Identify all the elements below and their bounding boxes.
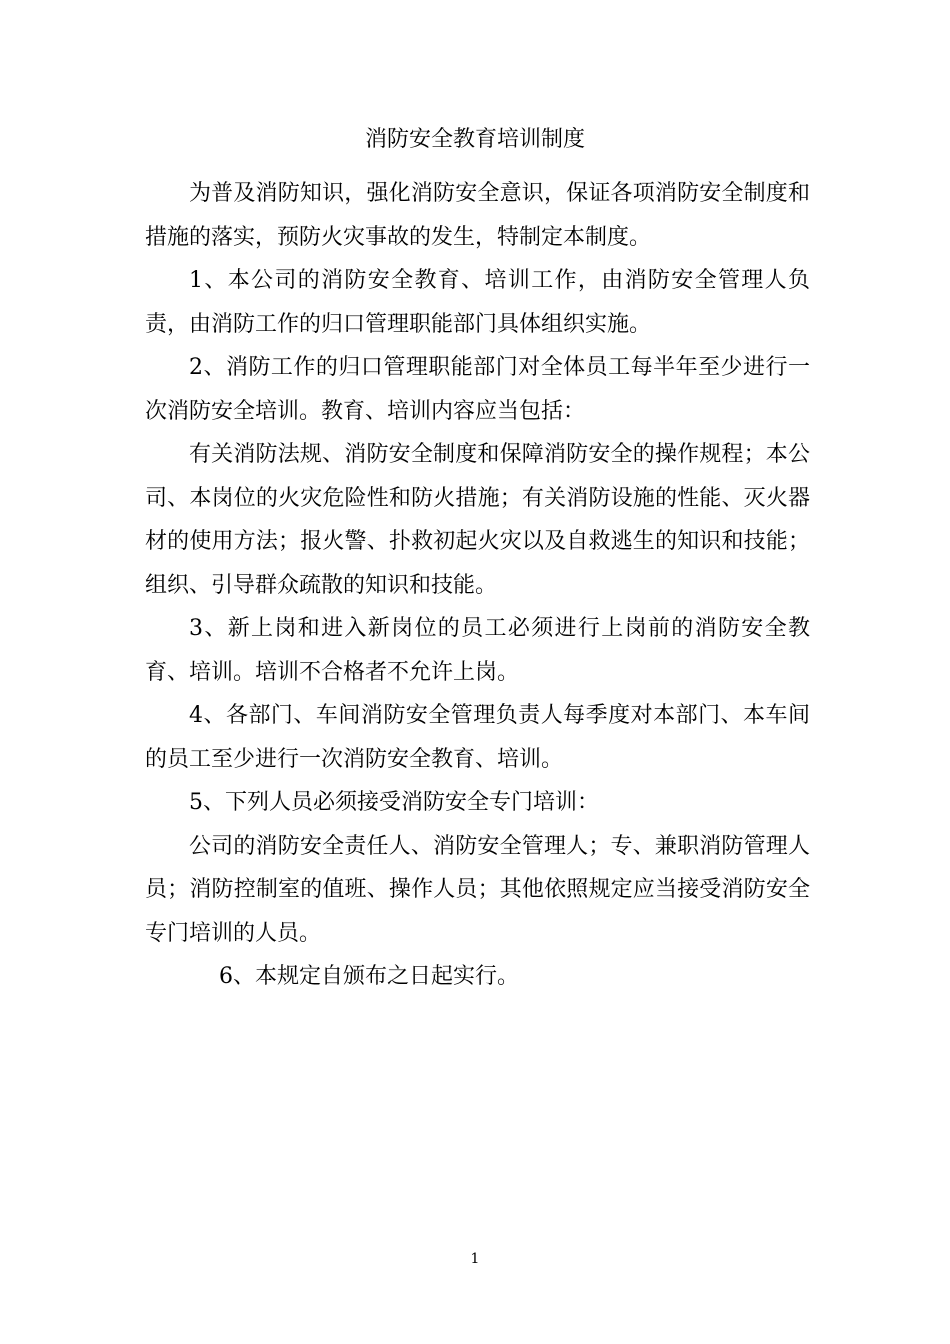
clause-2-content-paragraph: 有关消防法规、消防安全制度和保障消防安全的操作规程；本公司、本岗位的火灾危险性和防火措施；有关消防设施的性能、灭火器材的使用方法；报火警、扑救初起火灾以及自救逃生的知识和技能；组织、引导群众疏散的知识和技能。 — [145, 442, 810, 598]
clause-5-content-paragraph: 公司的消防安全责任人、消防安全管理人；专、兼职消防管理人员；消防控制室的值班、操作人员；其他依照规定应当接受消防安全专门培训的人员。 — [145, 833, 810, 946]
intro-paragraph: 为普及消防知识，强化消防安全意识，保证各项消防安全制度和措施的落实，预防火灾事故的发生，特制定本制度。 — [145, 181, 810, 250]
document-title: 消防安全教育培训制度 — [364, 127, 585, 152]
clause-4-paragraph: 4、各部门、车间消防安全管理负责人每季度对本部门、本车间的员工至少进行一次消防安全教育、培训。 — [145, 703, 810, 772]
page-number: 1 — [470, 1251, 480, 1267]
clause-2-paragraph: 2、消防工作的归口管理职能部门对全体员工每半年至少进行一次消防安全培训。教育、培训内容应当包括： — [145, 355, 810, 424]
document-body — [145, 172, 810, 999]
clause-6-paragraph: 6、本规定自颁布之日起实行。 — [219, 964, 519, 989]
clause-3-paragraph: 3、新上岗和进入新岗位的员工必须进行上岗前的消防安全教育、培训。培训不合格者不允许上岗。 — [145, 616, 810, 685]
clause-1-paragraph: 1、本公司的消防安全教育、培训工作，由消防安全管理人负责，由消防工作的归口管理职能部门具体组织实施。 — [145, 268, 810, 337]
clause-5-paragraph: 5、下列人员必须接受消防安全专门培训： — [189, 790, 599, 815]
